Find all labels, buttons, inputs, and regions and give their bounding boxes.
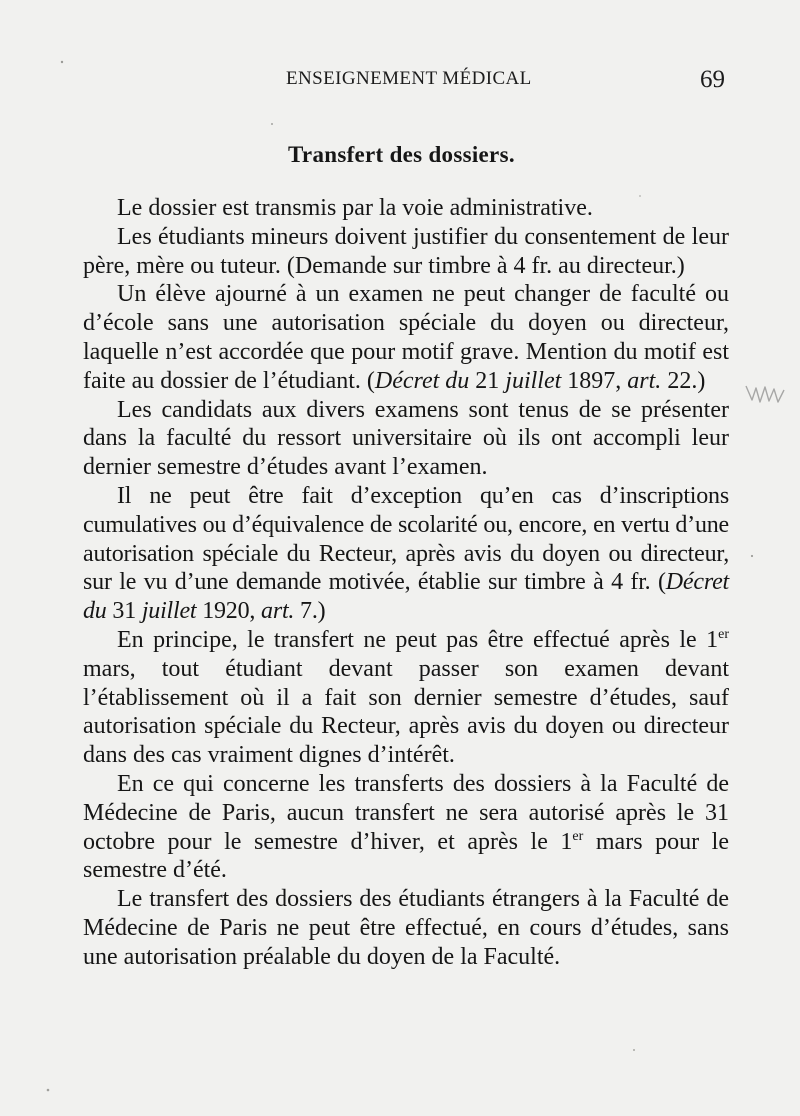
paragraph-text: Le dossier est transmis par la voie administrative. xyxy=(117,195,593,221)
ordinal-superscript: er xyxy=(718,626,729,642)
paragraph-3 xyxy=(83,280,729,395)
citation-month: juillet xyxy=(505,367,562,394)
citation-day: 21 xyxy=(469,367,506,394)
running-header-title: ENSEIGNEMENT MÉDICAL xyxy=(286,68,532,89)
citation-year: 1920, xyxy=(196,598,262,625)
paragraph-5 xyxy=(83,482,729,626)
paragraph-6 xyxy=(83,626,729,770)
paragraph-1 xyxy=(83,194,729,223)
citation-year: 1897, xyxy=(561,367,628,394)
citation-decree-label: Décret du xyxy=(374,367,470,394)
paragraph-2 xyxy=(83,223,729,281)
citation-article-number: 7.) xyxy=(294,598,326,625)
paragraph-text: En principe, le transfert ne peut pas être effectué après le 1 xyxy=(117,626,719,653)
citation-day: 31 xyxy=(106,598,142,625)
paragraph-4 xyxy=(83,396,729,482)
paragraph-text: En ce qui concerne les transferts des dossiers à la Faculté de Médecine de Paris, aucun transfert ne sera autorisé après le 31 octobre pour le semestre d’hiver, et après le 1 xyxy=(83,770,729,855)
section-title: Transfert des dossiers. xyxy=(288,142,515,167)
paragraph-text: Un élève ajourné à un examen ne peut changer de faculté ou d’école sans une autorisation spéciale du doyen ou directeur, laquelle n’est accordée que pour motif grave. Mention du motif est faite au dossier de l’étudiant. ( xyxy=(83,281,729,394)
citation-article-label: art. xyxy=(261,598,295,625)
citation-decree-label: Décret du xyxy=(83,569,729,625)
paragraph-text-continued: mars pour le semestre d’été. xyxy=(83,828,729,884)
paragraph-8 xyxy=(83,885,729,971)
paragraph-text: Il ne peut être fait d’exception qu’en cas d’inscriptions cumulatives ou d’équivalence de scolarité ou, encore, en vertu d’une autorisation spéciale du Recteur, après avis du doyen ou directeur, sur le vu d’une demande motivée, établie sur timbre à 4 fr. ( xyxy=(83,482,729,596)
paragraph-text-continued: mars, tout étudiant devant passer son examen devant l’établissement où il a fait son dernier semestre d’études, sauf autorisation spéciale du Recteur, après avis du doyen ou directeur dans des cas vraiment dignes d’intérêt. xyxy=(83,655,729,769)
page-number: 69 xyxy=(700,66,725,93)
paragraph-text: Le transfert des dossiers des étudiants étrangers à la Faculté de Médecine de Paris ne peut être effectué, en cours d’études, sans une autorisation préalable du doyen de la Faculté. xyxy=(83,886,729,970)
paragraph-text: Les candidats aux divers examens sont tenus de se présenter dans la faculté du ressort universitaire où ils ont accompli leur dernier semestre d’études avant l’examen. xyxy=(83,396,729,481)
ordinal-superscript: er xyxy=(572,828,584,844)
body-text xyxy=(83,194,729,972)
citation-article-number: 22.) xyxy=(661,367,706,394)
paragraph-7 xyxy=(83,770,729,885)
margin-pencil-mark-icon xyxy=(744,380,790,406)
citation-month: juillet xyxy=(141,598,197,625)
paragraph-text: Les étudiants mineurs doivent justifier du consentement de leur père, mère ou tuteur. (Demande sur timbre à 4 fr. au directeur.) xyxy=(83,223,729,279)
citation-article-label: art. xyxy=(627,367,662,394)
